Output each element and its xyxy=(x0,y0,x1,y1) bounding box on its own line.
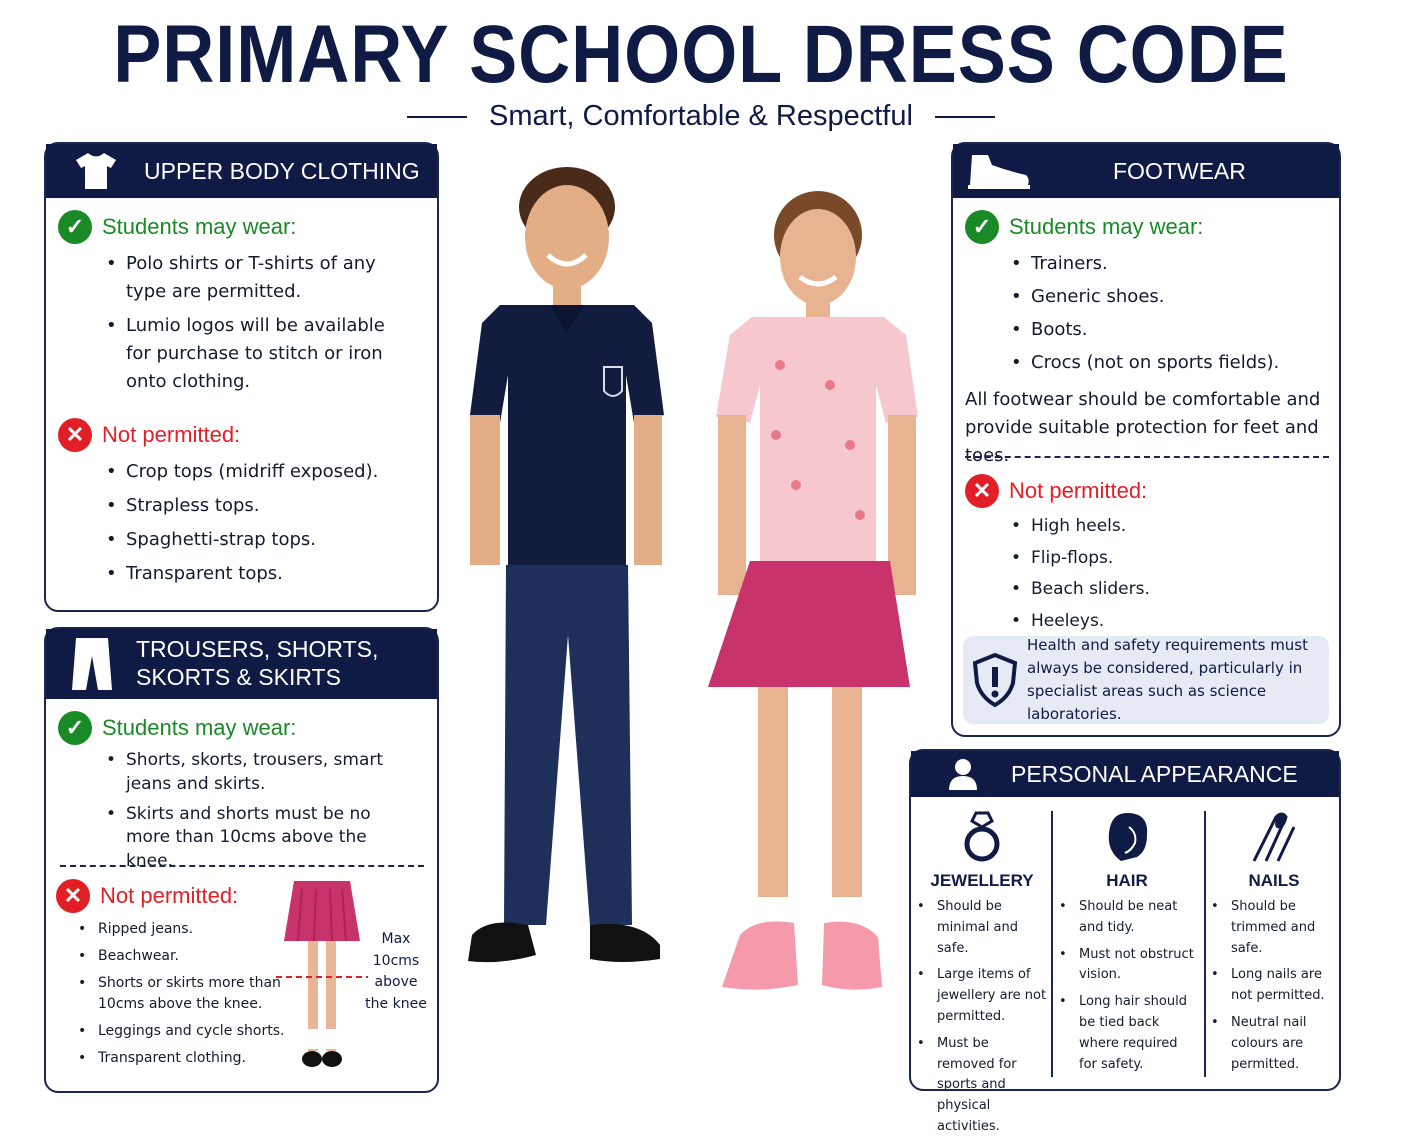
list-item: • Ripped jeans. xyxy=(98,919,288,940)
footwear-note: All footwear should be comfortable and provide suitable protection for feet and toes. xyxy=(965,389,1321,466)
list-item: • Neutral nail colours are permitted. xyxy=(1231,1013,1339,1075)
list-item: • Long nails are not permitted. xyxy=(1231,965,1339,1007)
list-item: • Should be neat and tidy. xyxy=(1079,897,1197,939)
list-item: • Skirts and shorts must be no more than 10cms above the knee. xyxy=(126,803,406,874)
upper-body-title: UPPER BODY CLOTHING xyxy=(144,157,420,184)
list-item: • Beach sliders. xyxy=(1031,577,1331,603)
jewellery-title: JEWELLERY xyxy=(930,871,1034,890)
footwear-may-heading xyxy=(965,210,1203,244)
trousers-not-list xyxy=(76,919,288,1075)
hair-icon xyxy=(1057,811,1197,867)
max-note-line: Max xyxy=(381,931,411,947)
column-divider xyxy=(1204,811,1206,1077)
footwear-not-list xyxy=(1009,514,1331,640)
nails-list xyxy=(1209,897,1339,1075)
safety-text: Health and safety requirements must always be considered, particularly in specialist areas such as science laboratories. xyxy=(1027,635,1309,724)
list-item: • Lumio logos will be available for purchase to stitch or iron onto clothing. xyxy=(126,312,386,396)
hair-column xyxy=(1057,811,1197,1081)
page-title: PRIMARY SCHOOL DRESS CODE xyxy=(113,9,1289,100)
trousers-may-list xyxy=(104,749,406,880)
nail-icon xyxy=(1209,811,1339,867)
list-item: • Leggings and cycle shorts. xyxy=(98,1021,288,1042)
column-divider xyxy=(1051,811,1053,1077)
footwear-may-list xyxy=(1009,250,1331,382)
hair-title: HAIR xyxy=(1106,871,1148,890)
cross-icon: ✕ xyxy=(56,879,90,913)
list-item: • Transparent clothing. xyxy=(98,1048,288,1069)
shield-icon xyxy=(963,653,1027,707)
boy-in-uniform-figure xyxy=(440,165,690,1000)
trousers-may-heading xyxy=(58,711,296,745)
list-item: • Polo shirts or T-shirts of any type are permitted. xyxy=(126,250,386,306)
upper-not-label: Not permitted: xyxy=(102,422,241,447)
hair-list xyxy=(1057,897,1197,1075)
list-item: • Crop tops (midriff exposed). xyxy=(126,458,446,486)
footwear-may-label: Students may wear: xyxy=(1009,214,1204,239)
list-item: • Generic shoes. xyxy=(1031,283,1331,310)
trousers-not-heading xyxy=(56,879,238,913)
upper-may-heading xyxy=(58,210,296,244)
list-item: • Should be minimal and safe. xyxy=(937,897,1049,959)
nails-title: NAILS xyxy=(1248,871,1300,890)
upper-may-list xyxy=(104,250,386,401)
tshirt-icon xyxy=(68,151,124,191)
list-item: • Should be trimmed and safe. xyxy=(1231,897,1339,959)
list-item: • Trainers. xyxy=(1031,250,1331,277)
trousers-title-line1: TROUSERS, SHORTS, xyxy=(136,636,379,663)
subtitle-row xyxy=(0,100,1402,133)
cross-icon: ✕ xyxy=(965,474,999,508)
list-item: • High heels. xyxy=(1031,514,1331,540)
trousers-may-label: Students may wear: xyxy=(102,715,297,740)
ring-icon xyxy=(915,811,1049,867)
footwear-card xyxy=(951,142,1341,737)
divider-left xyxy=(407,116,467,118)
max-length-note xyxy=(364,929,428,1016)
list-item: • Long hair should be tied back where required for safety. xyxy=(1079,992,1197,1075)
list-item: • Shorts, skorts, trousers, smart jeans and skirts. xyxy=(126,749,406,797)
shoe-icon xyxy=(971,151,1027,191)
footwear-title: FOOTWEAR xyxy=(1113,157,1246,184)
skirt-length-illustration xyxy=(272,879,372,1079)
appearance-header xyxy=(911,751,1339,797)
check-icon: ✓ xyxy=(58,210,92,244)
list-item: • Large items of jewellery are not permitted. xyxy=(937,965,1049,1027)
jewellery-column xyxy=(915,811,1049,1144)
max-note-line: 10cms xyxy=(372,952,420,969)
list-item: • Shorts or skirts more than 10cms above the knee. xyxy=(98,973,288,1015)
trousers-title-line2: SKORTS & SKIRTS xyxy=(136,664,341,690)
trousers-not-label: Not permitted: xyxy=(100,883,239,908)
dashed-divider xyxy=(965,456,1329,458)
max-note-line: the knee xyxy=(365,996,427,1013)
list-item: • Spaghetti-strap tops. xyxy=(126,526,446,554)
trousers-icon xyxy=(64,636,120,692)
footwear-header xyxy=(953,144,1339,198)
footwear-not-heading xyxy=(965,474,1147,508)
list-item: • Boots. xyxy=(1031,316,1331,343)
person-icon xyxy=(935,758,991,790)
upper-not-list xyxy=(104,458,446,594)
safety-callout xyxy=(963,636,1329,724)
check-icon: ✓ xyxy=(58,711,92,745)
cross-icon: ✕ xyxy=(58,418,92,452)
jewellery-list xyxy=(915,897,1049,1138)
page-subtitle: Smart, Comfortable & Respectful xyxy=(489,100,913,132)
upper-may-label: Students may wear: xyxy=(102,214,297,239)
upper-body-card xyxy=(44,142,439,612)
upper-body-header xyxy=(46,144,437,198)
list-item: • Transparent tops. xyxy=(126,560,446,588)
divider-right xyxy=(935,116,995,118)
trousers-title xyxy=(136,636,378,691)
list-item: • Flip-flops. xyxy=(1031,546,1331,572)
max-note-line: above xyxy=(374,974,418,991)
list-item: • Strapless tops. xyxy=(126,492,446,520)
list-item: • Beachwear. xyxy=(98,946,288,967)
footwear-not-label: Not permitted: xyxy=(1009,478,1148,503)
appearance-card xyxy=(909,749,1341,1134)
trousers-header xyxy=(46,629,437,699)
dashed-divider xyxy=(60,865,424,867)
list-item: • Heeleys. xyxy=(1031,609,1331,635)
trousers-card xyxy=(44,627,439,1093)
check-icon: ✓ xyxy=(965,210,999,244)
nails-column xyxy=(1209,811,1339,1081)
list-item: • Must be removed for sports and physical activities. xyxy=(937,1034,1049,1138)
list-item: • Must not obstruct vision. xyxy=(1079,945,1197,987)
upper-not-heading xyxy=(58,418,240,452)
list-item: • Crocs (not on sports fields). xyxy=(1031,349,1331,376)
girl-in-uniform-figure xyxy=(700,185,930,1000)
appearance-title: PERSONAL APPEARANCE xyxy=(1011,760,1298,787)
